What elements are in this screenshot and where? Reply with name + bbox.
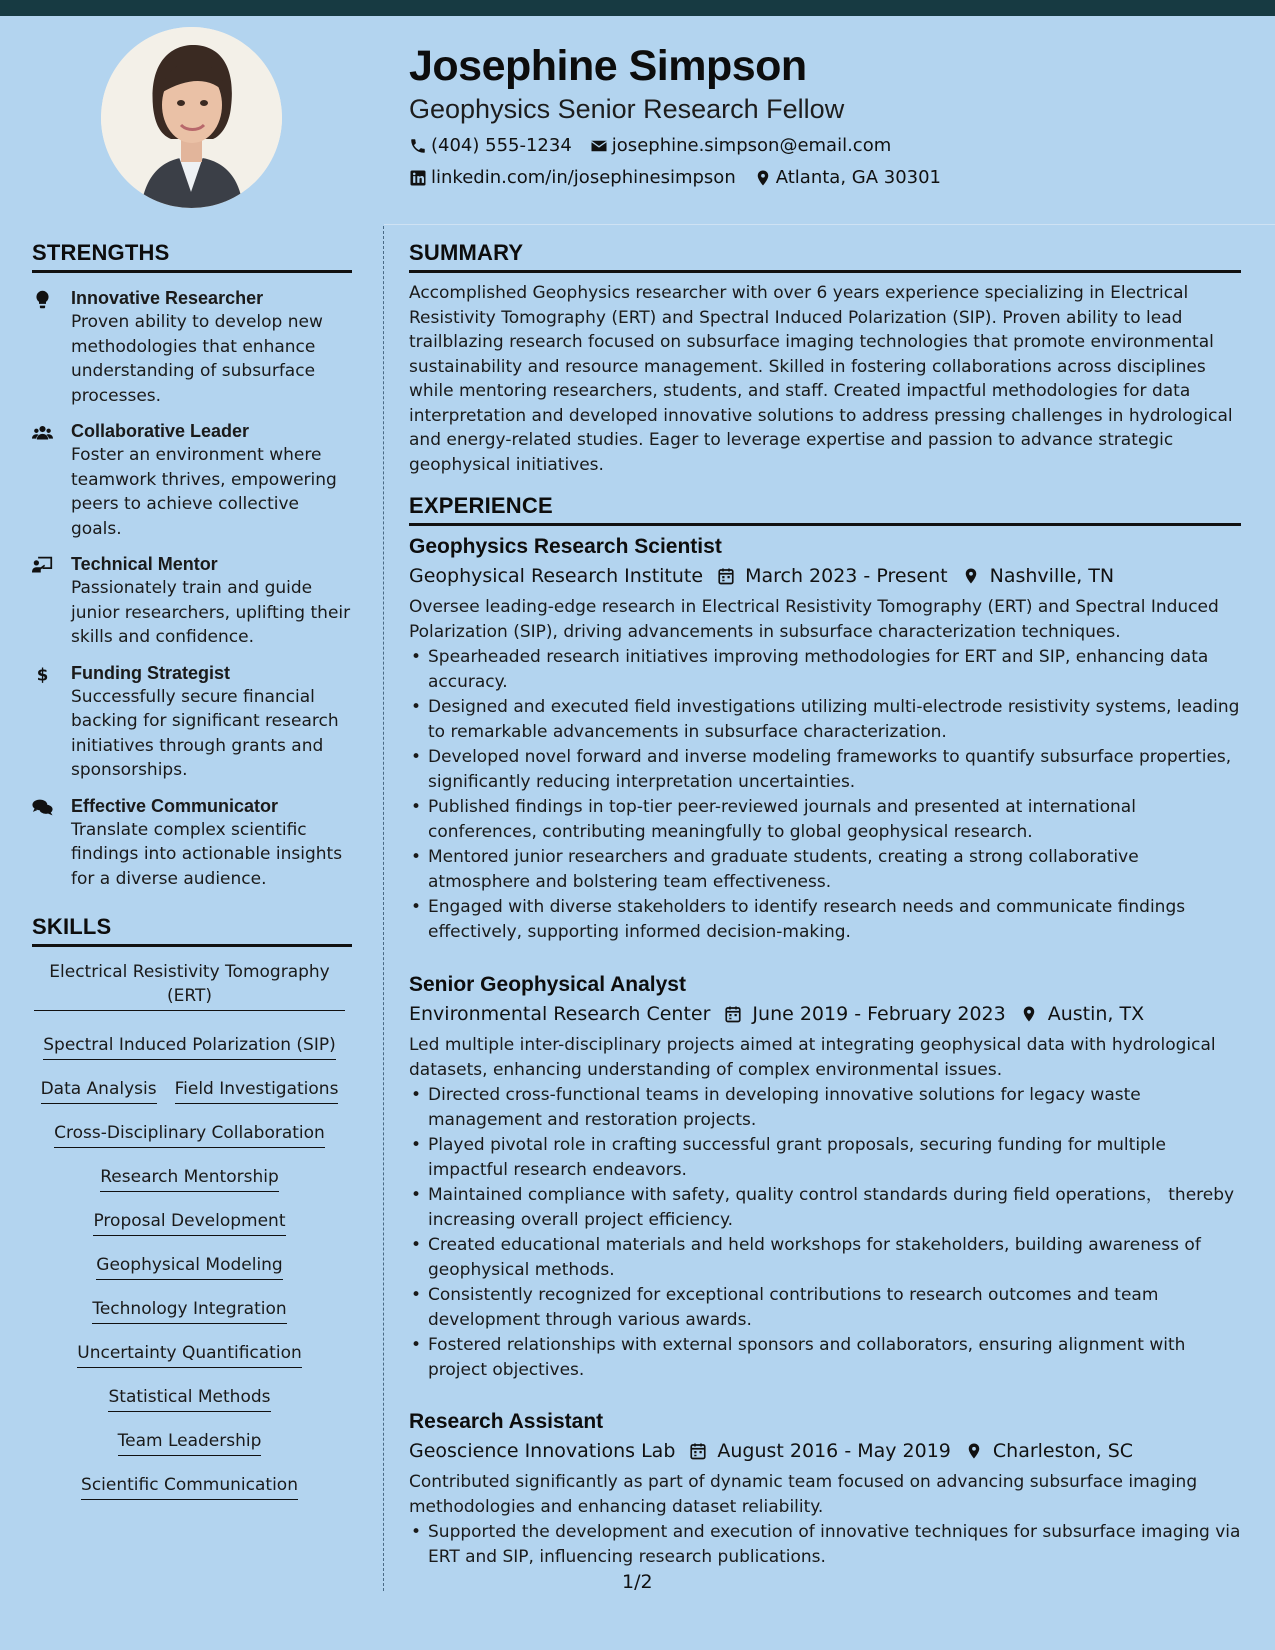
strength-title: Effective Communicator bbox=[71, 795, 279, 816]
map-pin-icon bbox=[962, 567, 980, 585]
job-entry bbox=[409, 971, 1241, 1382]
lightbulb-icon bbox=[32, 289, 53, 310]
linkedin-contact[interactable] bbox=[409, 167, 736, 188]
job-description: Oversee leading-edge research in Electrical Resistivity Tomography (ERT) and Spectral Induced Polarization (SIP), driving advancements in subsurface characterization techniques. bbox=[409, 597, 1219, 642]
bullet-item: • Mentored junior researchers and graduate students, creating a strong collaborative atmosphere and bolstering team effectiveness. bbox=[409, 845, 1241, 894]
bullet-item: • Designed and executed field investigations utilizing multi-electrode resistivity systems, leading to remarkable advancements in subsurface characterization. bbox=[409, 695, 1241, 744]
bullet-item: • Created educational materials and held workshops for stakeholders, building awareness of geophysical methods. bbox=[409, 1233, 1241, 1282]
job-company: Geophysical Research Institute bbox=[409, 565, 704, 587]
strength-title: Collaborative Leader bbox=[71, 421, 250, 441]
bullet-item: • Developed novel forward and inverse modeling frameworks to quantify subsurface properties, significantly reducing interpretation uncertainties. bbox=[409, 745, 1241, 794]
job-description: Led multiple inter-disciplinary projects aimed at integrating geophysical data with hydrological datasets, enhancing understanding of complex environmental issues. bbox=[409, 1035, 1216, 1080]
skill-tag: Field Investigations bbox=[175, 1077, 339, 1104]
skill-tag: Team Leadership bbox=[118, 1429, 262, 1456]
candidate-name: Josephine Simpson bbox=[409, 42, 807, 90]
strengths-list bbox=[32, 286, 352, 902]
contact-row-primary bbox=[409, 135, 891, 156]
svg-text:$: $ bbox=[36, 665, 49, 685]
job-meta bbox=[409, 1436, 1241, 1466]
location-text: Atlanta, GA 30301 bbox=[775, 167, 942, 188]
profile-photo bbox=[101, 27, 282, 208]
job-bullets bbox=[409, 1520, 1241, 1569]
job-dates: June 2019 - February 2023 bbox=[752, 1003, 1006, 1025]
phone-icon bbox=[409, 137, 427, 155]
top-accent-bar bbox=[0, 0, 1275, 16]
linkedin-text: linkedin.com/in/josephinesimpson bbox=[431, 167, 736, 188]
strength-title: Innovative Researcher bbox=[71, 288, 264, 308]
job-company: Environmental Research Center bbox=[409, 1003, 711, 1025]
strength-title: Technical Mentor bbox=[71, 554, 218, 574]
bullet-item: • Spearheaded research initiatives improving methodologies for ERT and SIP, enhancing data accuracy. bbox=[409, 645, 1241, 694]
skill-tag: Research Mentorship bbox=[100, 1165, 278, 1192]
profile-photo-image bbox=[101, 27, 282, 208]
contact-row-secondary bbox=[409, 167, 941, 188]
strength-title: Funding Strategist bbox=[71, 662, 230, 683]
job-entry bbox=[409, 1408, 1241, 1569]
page-number: 1/2 bbox=[622, 1571, 653, 1593]
bullet-item: • Directed cross-functional teams in developing innovative solutions for legacy waste management and restoration projects. bbox=[409, 1083, 1241, 1132]
job-meta bbox=[409, 561, 1241, 591]
skill-tag: Statistical Methods bbox=[108, 1385, 270, 1412]
strength-description: Foster an environment where teamwork thrives, empowering peers to achieve collective goals. bbox=[71, 445, 337, 539]
bullet-item: • Consistently recognized for exceptional contributions to research outcomes and team development through various awards. bbox=[409, 1283, 1241, 1332]
strength-description: Passionately train and guide junior researchers, uplifting their skills and confidence. bbox=[71, 578, 351, 647]
job-location: Charleston, SC bbox=[992, 1440, 1134, 1462]
envelope-icon bbox=[590, 137, 608, 155]
bullet-item: • Published findings in top-tier peer-reviewed journals and presented at international conferences, contributing meaningfully to global geophysical research. bbox=[409, 795, 1241, 844]
comments-icon bbox=[32, 797, 53, 818]
job-bullets bbox=[409, 645, 1241, 944]
bullet-item: • Maintained compliance with safety, quality control standards during field operations， thereby increasing overall project efficiency. bbox=[409, 1183, 1241, 1232]
skill-tag: Scientific Communication bbox=[81, 1473, 298, 1500]
job-location: Nashville, TN bbox=[989, 565, 1115, 587]
strength-description: Translate complex scientific findings into actionable insights for a diverse audience. bbox=[71, 819, 343, 889]
job-title: Senior Geophysical Analyst bbox=[409, 973, 686, 996]
map-pin-icon bbox=[965, 1442, 983, 1460]
chalkboard-teacher-icon bbox=[32, 555, 53, 576]
phone-contact[interactable] bbox=[409, 135, 572, 156]
strength-item bbox=[32, 286, 352, 408]
bullet-item: • Fostered relationships with external sponsors and collaborators, ensuring alignment with project objectives. bbox=[409, 1333, 1241, 1382]
job-location: Austin, TX bbox=[1047, 1003, 1145, 1025]
job-title: Research Assistant bbox=[409, 1410, 604, 1433]
job-description: Contributed significantly as part of dynamic team focused on advancing subsurface imaging methodologies and enhancing dataset reliability. bbox=[409, 1472, 1198, 1517]
job-dates: March 2023 - Present bbox=[745, 565, 948, 587]
experience-heading: EXPERIENCE bbox=[409, 493, 1241, 526]
job-dates: August 2016 - May 2019 bbox=[717, 1440, 951, 1462]
job-title: Geophysics Research Scientist bbox=[409, 535, 722, 558]
job-meta bbox=[409, 999, 1241, 1029]
calendar-icon bbox=[717, 567, 735, 585]
skill-tag: Data Analysis bbox=[41, 1077, 157, 1104]
skill-tag: Uncertainty Quantification bbox=[77, 1341, 302, 1368]
strength-item bbox=[32, 419, 352, 541]
skills-list bbox=[32, 960, 347, 1517]
email-text: josephine.simpson@email.com bbox=[611, 135, 892, 156]
job-bullets bbox=[409, 1083, 1241, 1382]
summary-section bbox=[409, 281, 1241, 477]
phone-text: (404) 555-1234 bbox=[431, 135, 572, 156]
column-divider bbox=[383, 226, 384, 1591]
strength-description: Proven ability to develop new methodologies that enhance understanding of subsurface processes. bbox=[71, 312, 323, 406]
strength-item bbox=[32, 552, 352, 650]
header-divider bbox=[384, 224, 1275, 225]
skill-tag: Technology Integration bbox=[92, 1297, 286, 1324]
users-icon bbox=[32, 422, 53, 443]
map-pin-icon bbox=[754, 169, 772, 187]
calendar-icon bbox=[689, 1442, 707, 1460]
email-contact[interactable] bbox=[590, 135, 891, 156]
map-pin-icon bbox=[1020, 1005, 1038, 1023]
skills-heading: SKILLS bbox=[32, 914, 352, 947]
calendar-icon bbox=[724, 1005, 742, 1023]
skill-tag: Proposal Development bbox=[93, 1209, 285, 1236]
job-entry bbox=[409, 533, 1241, 944]
candidate-title: Geophysics Senior Research Fellow bbox=[409, 94, 845, 124]
strength-item bbox=[32, 794, 352, 892]
strength-description: Successfully secure financial backing for significant research initiatives through grants and sponsorships. bbox=[71, 686, 339, 780]
strength-item bbox=[32, 661, 352, 783]
job-company: Geoscience Innovations Lab bbox=[409, 1440, 676, 1462]
bullet-item: • Engaged with diverse stakeholders to identify research needs and communicate findings effectively, supporting informed decision-making. bbox=[409, 895, 1241, 944]
dollar-icon bbox=[32, 664, 53, 685]
location-contact bbox=[754, 167, 941, 188]
skill-tag: Geophysical Modeling bbox=[96, 1253, 282, 1280]
skill-tag: Cross-Disciplinary Collaboration bbox=[54, 1121, 325, 1148]
bullet-item: • Played pivotal role in crafting successful grant proposals, securing funding for multiple impactful research endeavors. bbox=[409, 1133, 1241, 1182]
summary-text: Accomplished Geophysics researcher with over 6 years experience specializing in Electrical Resistivity Tomography (ERT) and Spectral Induced Polarization (SIP). Proven ability to lead trailblazing research focused on subsurface imaging technologies that promote environmental sustainability and resource management. Skilled in fostering collaborations across disciplines while mentoring researchers, students, and staff. Created impactful methodologies for data interpretation and developed innovative solutions to address pressing challenges in hydrological and energy-related studies. Eager to leverage expertise and passion to advance strategic geophysical initiatives. bbox=[409, 283, 1233, 475]
skill-tag: Spectral Induced Polarization (SIP) bbox=[43, 1033, 335, 1060]
bullet-item: • Supported the development and execution of innovative techniques for subsurface imaging via ERT and SIP, influencing research publications. bbox=[409, 1520, 1241, 1569]
summary-heading: SUMMARY bbox=[409, 240, 1241, 273]
skill-tag: Electrical Resistivity Tomography (ERT) bbox=[34, 960, 345, 1011]
strengths-heading: STRENGTHS bbox=[32, 240, 352, 273]
linkedin-icon bbox=[409, 169, 427, 187]
